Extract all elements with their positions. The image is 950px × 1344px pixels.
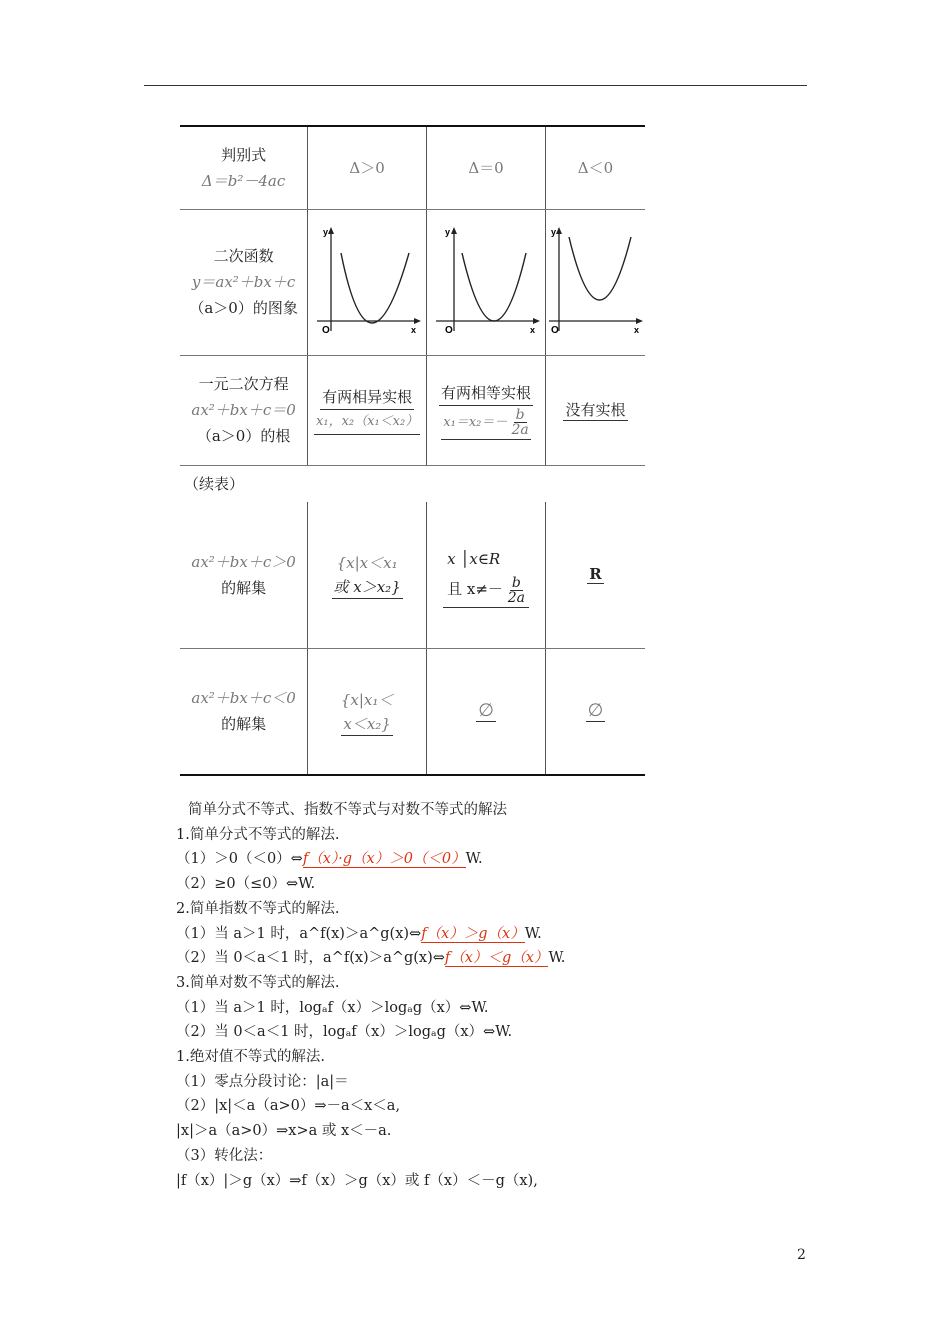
table-row-header <box>180 126 645 209</box>
table-row-less <box>180 648 645 775</box>
axis-x-label: x <box>530 325 536 335</box>
cell-delta-positive: Δ＞0 <box>308 126 427 209</box>
answer-set <box>443 542 529 608</box>
cell-gt-two-roots <box>308 502 427 648</box>
label-text: 二次函数 <box>213 247 274 265</box>
discriminant-table <box>180 125 645 776</box>
answer-highlight: f（x）＜g（x） <box>444 950 549 967</box>
origin-label: O <box>445 325 453 336</box>
answer-formula: x₁，x₂（x₁＜x₂） <box>314 410 420 435</box>
line-tail: W. <box>548 950 566 967</box>
cell-two-distinct-roots <box>308 355 427 465</box>
cell-equal-roots <box>427 355 546 465</box>
table-row-graphs <box>180 209 645 355</box>
cell-delta-negative: Δ＜0 <box>545 126 645 209</box>
empty-set-symbol: ∅ <box>478 700 494 722</box>
origin-label: O <box>322 325 330 336</box>
subsection-heading: 2.简单指数不等式的解法. <box>176 900 340 917</box>
subsection-heading: 3.简单对数不等式的解法. <box>176 974 340 991</box>
line-tail: W. <box>465 851 483 868</box>
cell-delta-zero: Δ＝0 <box>427 126 546 209</box>
cell-gt-equal-roots <box>427 502 546 648</box>
cell-graph-label <box>180 209 308 355</box>
text-line <box>176 847 796 872</box>
page-number: 2 <box>797 1247 806 1263</box>
line-lead: （1）＞0（＜0）⇔ <box>176 851 303 868</box>
graph-no-root <box>545 209 645 355</box>
text-line: （1）当 a＞1 时，logₐf（x）＞logₐg（x）⇔W. <box>176 999 489 1016</box>
text-line: （3）转化法： <box>176 1147 273 1164</box>
axis-x-label: x <box>634 325 640 335</box>
answer-line2: 或 x＞x₂} <box>332 576 403 599</box>
formula-lhs: x₁＝x₂＝－ <box>443 414 508 430</box>
fraction-numerator: b <box>511 574 521 591</box>
fraction-denominator: 2a <box>511 421 529 438</box>
text-line: （1）零点分段讨论：|a|＝ <box>176 1073 349 1090</box>
cell-lt-two-roots <box>308 648 427 775</box>
answer-text: 有两相异实根 <box>320 385 414 410</box>
answer-highlight: f（x）·g（x）＞0（＜0） <box>302 851 466 868</box>
table-row-greater <box>180 502 645 648</box>
axis-y-label: y <box>551 227 557 237</box>
graph-one-root <box>427 209 546 355</box>
label-text: 判别式 <box>221 145 267 164</box>
cell-no-real-roots <box>545 355 645 465</box>
answer-line1: x │x∈R <box>447 550 501 568</box>
fraction-denominator: 2a <box>507 589 525 606</box>
header-rule <box>144 85 807 86</box>
axis-y-label: y <box>445 227 451 237</box>
answer-text: R <box>589 565 602 584</box>
text-line: （2）|x|＜a（a>0）⇒－a＜x＜a, <box>176 1098 401 1115</box>
axis-x-label: x <box>411 325 417 335</box>
line-lead: （1）当 a＞1 时，a^f(x)＞a^g(x)⇔ <box>176 925 422 942</box>
answer-text: 没有实根 <box>565 401 626 419</box>
fraction-numerator: b <box>515 406 525 423</box>
formula-lhs: 且 x≠－ <box>447 580 503 598</box>
cell-lt-label <box>180 648 308 775</box>
cell-roots-label <box>180 355 308 465</box>
label-text: 的解集 <box>221 715 267 734</box>
cell-discriminant-label <box>180 126 308 209</box>
answer-line1: {x|x＜x₁ <box>336 554 398 573</box>
text-line: （2）当 0＜a＜1 时，logₐf（x）＞logₐg（x）⇔W. <box>176 1024 513 1041</box>
cell-gt-no-roots <box>545 502 645 648</box>
table-row-roots <box>180 355 645 465</box>
label-formula: ax²＋bx＋c＜0 <box>191 689 296 708</box>
answer-line2 <box>447 574 525 605</box>
answer-line2: x＜x₂} <box>341 713 392 736</box>
label-text: 一元二次方程 <box>198 375 289 393</box>
axis-y-label: y <box>323 227 329 237</box>
label-condition: （a＞0）的图象 <box>189 299 298 317</box>
text-line: |f（x）|＞g（x）⇒f（x）＞g（x）或 f（x）＜－g（x), <box>176 1172 538 1189</box>
cell-gt-label <box>180 502 308 648</box>
answer-formula <box>441 406 531 440</box>
section-heading: 简单分式不等式、指数不等式与对数不等式的解法 <box>188 802 507 818</box>
cell-lt-equal-roots <box>427 648 546 775</box>
text-line: （2）≥0（≤0）⇔W. <box>176 876 316 893</box>
text-line: |x|＞a（a>0）⇒x>a 或 x＜－a. <box>176 1123 392 1140</box>
graph-two-roots <box>308 209 427 355</box>
empty-set-symbol: ∅ <box>587 700 604 722</box>
label-formula: ax²＋bx＋c＝0 <box>191 401 296 419</box>
origin-label: O <box>551 325 560 336</box>
label-formula: ax²＋bx＋c＞0 <box>191 552 296 571</box>
label-formula: Δ＝b²－4ac <box>201 171 286 190</box>
label-formula: y＝ax²＋bx＋c <box>191 273 296 291</box>
label-condition: （a＞0）的根 <box>196 427 291 445</box>
answer-line1: {x|x₁＜ <box>340 690 394 709</box>
answer-text: 有两相等实根 <box>439 381 533 406</box>
line-tail: W. <box>524 925 542 942</box>
text-line <box>176 922 796 947</box>
text-line <box>176 946 796 971</box>
body-text <box>176 798 796 1193</box>
continued-label: （续表） <box>184 475 245 494</box>
label-text: 的解集 <box>221 578 267 597</box>
answer-highlight: f（x）＞g（x） <box>421 925 525 942</box>
subsection-heading: 1.简单分式不等式的解法. <box>176 826 340 843</box>
cell-lt-no-roots <box>545 648 645 775</box>
table-row-continued <box>180 465 645 502</box>
subsection-heading: 1.绝对值不等式的解法. <box>176 1049 325 1066</box>
line-lead: （2）当 0＜a＜1 时，a^f(x)＞a^g(x)⇔ <box>176 950 445 967</box>
